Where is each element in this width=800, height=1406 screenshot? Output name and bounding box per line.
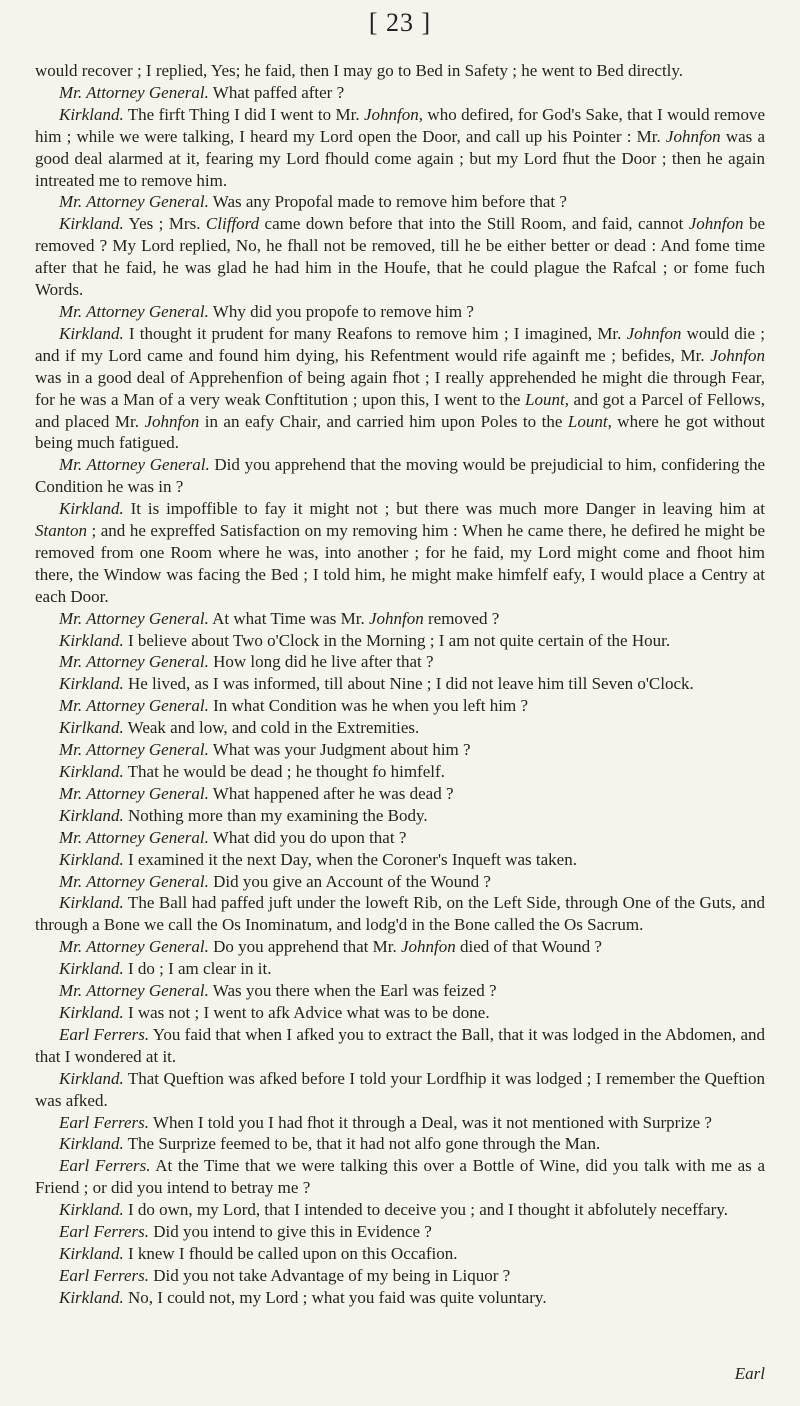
- speaker-name: Kirkland.: [59, 499, 124, 519]
- speaker-name: Kirkland.: [59, 214, 124, 234]
- transcript-paragraph: [35, 783, 765, 805]
- transcript-paragraph: [35, 1112, 765, 1134]
- speaker-name: Kirkland.: [59, 1002, 124, 1022]
- speaker-name: Mr. Attorney General.: [59, 981, 209, 1001]
- speech-text: What paffed after ?: [208, 82, 345, 102]
- speech-text: At what Time was Mr.: [208, 608, 369, 628]
- speaker-name: Mr. Attorney General.: [59, 937, 209, 957]
- speaker-name: Mr. Attorney General.: [59, 301, 209, 321]
- italic-text: Johnfon: [363, 104, 419, 124]
- speech-text: Weak and low, and cold in the Extremities.: [123, 718, 420, 738]
- italic-text: Johnfon: [144, 411, 200, 431]
- catchword: Earl: [734, 1364, 765, 1383]
- transcript-paragraph: [35, 1155, 765, 1199]
- italic-text: Johnfon: [401, 937, 456, 957]
- speech-text: I do own, my Lord, that I intended to deceive you ; and I thought it abfolutely neceffary.: [123, 1200, 728, 1220]
- speech-text: How long did he live after that ?: [208, 652, 434, 672]
- speech-text: came down before that into the Still Room, and faid, cannot: [259, 214, 689, 234]
- speech-text: Was you there when the Earl was feized ?: [208, 981, 497, 1001]
- transcript-paragraph: [35, 892, 765, 936]
- speaker-name: Mr. Attorney General.: [59, 192, 209, 212]
- italic-text: Lount: [525, 389, 565, 409]
- speech-text: Did you not take Advantage of my being in Liquor ?: [149, 1265, 511, 1285]
- speech-text: The Ball had paffed juft under the loweft Rib, on the Left Side, through One of the Guts, and through a Bone we call the Os Inominatum, and lodg'd in the Bone called the Os Sacrum.: [35, 893, 765, 935]
- speech-text: I believe about Two o'Clock in the Morning ; I am not quite certain of the Hour.: [123, 630, 671, 650]
- speech-text: It is impoffible to fay it might not ; but there was much more Danger in leaving him at: [123, 499, 765, 519]
- speaker-name: Mr. Attorney General.: [59, 696, 209, 716]
- speaker-name: Mr. Attorney General.: [59, 608, 209, 628]
- speaker-name: Kirkland.: [59, 674, 124, 694]
- transcript-paragraph: [35, 301, 765, 323]
- transcript-paragraph: [35, 1068, 765, 1112]
- speech-text: The Surprize feemed to be, that it had not alfo gone through the Man.: [123, 1134, 601, 1154]
- transcript-paragraph: [35, 1002, 765, 1024]
- transcript-paragraph: [35, 761, 765, 783]
- speech-text: Yes ; Mrs.: [123, 214, 206, 234]
- transcript-paragraph: [35, 805, 765, 827]
- italic-text: Johnfon: [368, 608, 424, 628]
- speech-text: Do you apprehend that Mr.: [208, 937, 401, 957]
- transcript-paragraph: [35, 498, 765, 608]
- transcript-paragraph: [35, 651, 765, 673]
- transcript-paragraph: [35, 1199, 765, 1221]
- speech-text: I was not ; I went to afk Advice what was to be done.: [123, 1002, 490, 1022]
- speech-text: in an eafy Chair, and carried him upon Poles to the: [199, 411, 568, 431]
- transcript-paragraph: [35, 1221, 765, 1243]
- transcript-paragraph: [35, 1133, 765, 1155]
- speaker-name: Kirkland.: [59, 1134, 124, 1154]
- speech-text: would die ; and if my Lord came and found him dying, his Refentment would rife againft me ; befides, Mr.: [35, 323, 765, 365]
- speech-text: Why did you propofe to remove him ?: [208, 301, 474, 321]
- speaker-name: Kirkland.: [59, 104, 124, 124]
- speech-text: Was any Propofal made to remove him before that ?: [208, 192, 567, 212]
- speech-text: At the Time that we were talking this over a Bottle of Wine, did you talk with me as a Friend ; or did you intend to betray me ?: [35, 1156, 765, 1198]
- transcript-paragraph: [35, 673, 765, 695]
- speech-text: In what Condition was he when you left him ?: [208, 696, 529, 716]
- speaker-name: Kirkland.: [59, 1068, 124, 1088]
- speaker-name: Kirkland.: [59, 1200, 124, 1220]
- speaker-name: Earl Ferrers.: [59, 1112, 150, 1132]
- transcript-paragraph: [35, 1287, 765, 1309]
- speech-text: , who defired, for God's Sake, that I would remove him ; while we were talking, I heard my Lord open the Door, and call up his Pointer : Mr.: [35, 104, 765, 146]
- transcript-paragraph: [35, 1243, 765, 1265]
- speaker-name: Earl Ferrers.: [59, 1024, 150, 1044]
- transcript-body: [35, 60, 765, 1309]
- speech-text: would recover ; I replied, Yes; he faid, then I may go to Bed in Safety ; he went to Bed directly.: [35, 61, 684, 80]
- transcript-paragraph: [35, 871, 765, 893]
- italic-text: Lount: [567, 411, 608, 431]
- speech-text: I knew I fhould be called upon on this Occafion.: [123, 1243, 458, 1263]
- transcript-paragraph: [35, 849, 765, 871]
- transcript-paragraph: [35, 695, 765, 717]
- italic-text: Johnfon: [688, 214, 744, 234]
- italic-text: Johnfon: [626, 323, 682, 343]
- speaker-name: Mr. Attorney General.: [59, 455, 210, 475]
- italic-text: Johnfon: [665, 126, 721, 146]
- transcript-paragraph: [35, 1265, 765, 1287]
- speaker-name: Kirkland.: [59, 1287, 124, 1307]
- speech-text: What happened after he was dead ?: [208, 783, 454, 803]
- transcript-paragraph: [35, 980, 765, 1002]
- speaker-name: Kirlkand.: [59, 718, 124, 738]
- speaker-name: Kirkland.: [59, 762, 124, 781]
- transcript-paragraph: [35, 1024, 765, 1068]
- speaker-name: Kirkland.: [59, 805, 124, 825]
- speaker-name: Earl Ferrers.: [59, 1265, 150, 1285]
- speech-text: No, I could not, my Lord ; what you faid was quite voluntary.: [123, 1287, 547, 1307]
- speech-text: What was your Judgment about him ?: [208, 740, 471, 760]
- speech-text: Nothing more than my examining the Body.: [123, 805, 428, 825]
- transcript-paragraph: [35, 323, 765, 454]
- speaker-name: Mr. Attorney General.: [59, 827, 209, 847]
- transcript-paragraph: [35, 717, 765, 739]
- speech-text: You faid that when I afked you to extract the Ball, that it was lodged in the Abdomen, and that I wondered at it.: [35, 1024, 765, 1066]
- speaker-name: Mr. Attorney General.: [59, 871, 209, 891]
- speech-text: I examined it the next Day, when the Coroner's Inqueft was taken.: [123, 849, 577, 869]
- transcript-paragraph: [35, 191, 765, 213]
- speech-text: died of that Wound ?: [455, 937, 602, 957]
- italic-text: Johnfon: [710, 345, 765, 365]
- speech-text: was a good deal alarmed at it, fearing my Lord fhould come again ; but my Lord fhut the Door ; then he again intreated me to remove him.: [35, 126, 766, 190]
- transcript-paragraph: [35, 739, 765, 761]
- speech-text: Did you intend to give this in Evidence ?: [149, 1222, 432, 1242]
- speech-text: , and got a Parcel of Fellows, and placed Mr.: [35, 389, 765, 431]
- transcript-paragraph: [35, 60, 765, 82]
- transcript-paragraph: [35, 608, 765, 630]
- transcript-paragraph: [35, 630, 765, 652]
- transcript-paragraph: [35, 958, 765, 980]
- italic-text: Stanton: [35, 521, 87, 541]
- speaker-name: Mr. Attorney General.: [59, 652, 209, 672]
- speech-text: Did you apprehend that the moving would be prejudicial to him, confidering the Condition he was in ?: [35, 455, 765, 497]
- speech-text: I do ; I am clear in it.: [123, 959, 272, 979]
- speaker-name: Kirkland.: [59, 1243, 124, 1263]
- speech-text: That he would be dead ; he thought fo himfelf.: [123, 762, 445, 781]
- speaker-name: Kirkland.: [59, 893, 124, 913]
- speaker-name: Mr. Attorney General.: [59, 82, 209, 102]
- speaker-name: Mr. Attorney General.: [59, 740, 209, 760]
- speech-text: be removed ? My Lord replied, No, he fhall not be removed, till he be either better or dead : And fome time after that he faid, he was glad he had him in the Houfe, that he could plague the Rafcal ; or fome fuch Words.: [35, 214, 765, 300]
- transcript-paragraph: [35, 827, 765, 849]
- speaker-name: Earl Ferrers.: [59, 1222, 150, 1242]
- speaker-name: Mr. Attorney General.: [59, 783, 209, 803]
- speaker-name: Earl Ferrers.: [59, 1156, 151, 1176]
- speech-text: was in a good deal of Apprehenfion of being again fhot ; I really apprehended he might die through Fear, for he was a Man of a very weak Conftitution ; upon this, I went to the: [35, 367, 765, 409]
- speaker-name: Kirkland.: [59, 959, 124, 979]
- italic-text: Clifford: [205, 214, 260, 234]
- transcript-paragraph: [35, 104, 765, 192]
- speech-text: He lived, as I was informed, till about Nine ; I did not leave him till Seven o'Clock.: [123, 674, 694, 694]
- transcript-paragraph: [35, 213, 765, 301]
- speech-text: I thought it prudent for many Reafons to remove him ; I imagined, Mr.: [123, 323, 627, 343]
- speech-text: , where he got without being much fatigued.: [35, 411, 765, 453]
- transcript-paragraph: [35, 82, 765, 104]
- speech-text: What did you do upon that ?: [208, 827, 407, 847]
- transcript-paragraph: [35, 454, 765, 498]
- speech-text: The firft Thing I did I went to Mr.: [123, 104, 364, 124]
- speaker-name: Kirkland.: [59, 630, 124, 650]
- page-number: [ 23 ]: [368, 8, 432, 37]
- speech-text: Did you give an Account of the Wound ?: [208, 871, 491, 891]
- speech-text: That Queftion was afked before I told your Lordfhip it was lodged ; I remember the Queftion was afked.: [35, 1068, 765, 1110]
- speaker-name: Kirkland.: [59, 849, 124, 869]
- speech-text: ; and he expreffed Satisfaction on my removing him : When he came there, he defired he might be removed from one Room where he was, into another ; for he faid, my Lord might come and fhoot him there, the Window was facing the Bed ; I told him, he might make himfelf eafy, I would place a Centry at each Door.: [35, 521, 765, 606]
- speech-text: removed ?: [423, 608, 500, 628]
- speaker-name: Kirkland.: [59, 323, 124, 343]
- transcript-paragraph: [35, 936, 765, 958]
- speech-text: When I told you I had fhot it through a Deal, was it not mentioned with Surprize ?: [149, 1112, 712, 1132]
